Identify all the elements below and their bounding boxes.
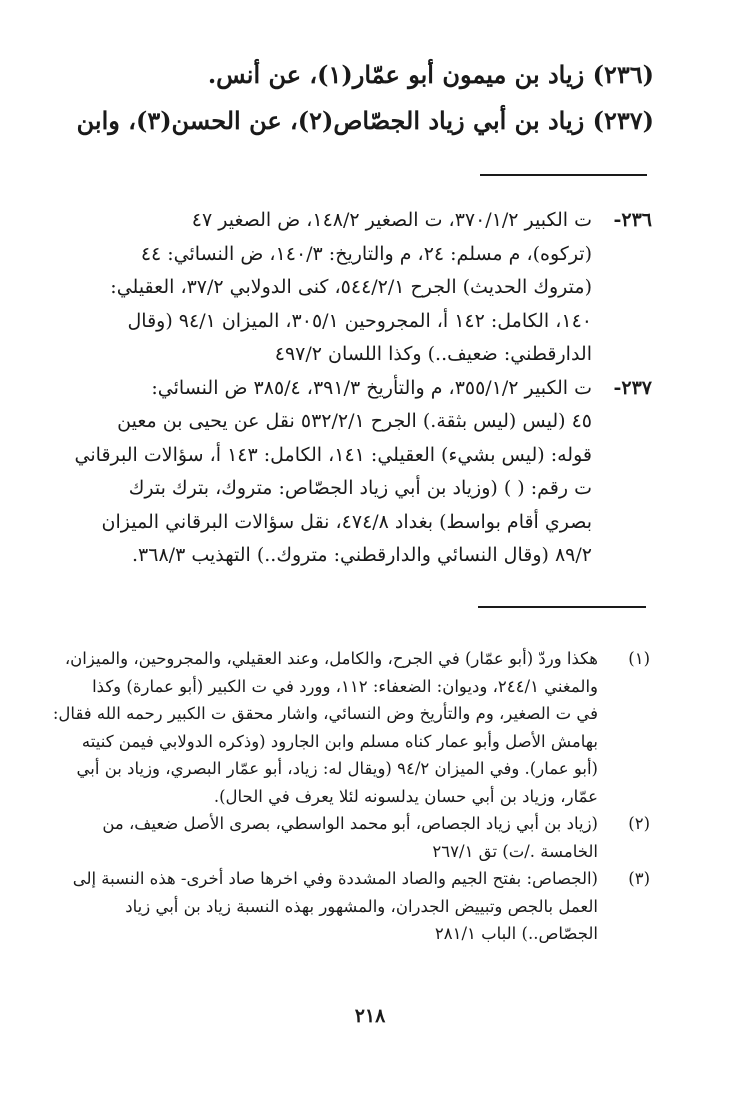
footnotes [52,645,650,948]
reference-236 [92,204,652,372]
reference-line: (تركوه)، م مسلم: ٢٤، م والتاريخ: ١٤٠/٣، ض النسائي: ٤٤ [140,242,592,265]
footnote-line: العمل بالجص وتبييض الجدران، والمشهور بهذه النسبة زياد بن أبي زياد [125,896,598,916]
narrator-entry-236 [90,52,654,98]
footnote-line: هكذا وردّ (أبو عمّار) في الجرح، والكامل، وعند العقيلي، والمجروحين، والميزان، [64,649,598,668]
footnote-3 [72,865,650,948]
footnote-divider [478,606,646,608]
footnote-line: (زياد بن أبي زياد الجصاص، أبو محمد الواسطي، بصرى الأصل ضعيف، من [102,814,598,833]
reference-line: ١٤٠، الكامل: ١٤٢ أ، المجروحين ٣٠٥/١، الميزان ٩٤/١ (وقال [127,309,592,332]
footnote-line: (الجصاص: بفتح الجيم والصاد المشددة وفي اخرها صاد أخرى- هذه النسبة إلى [72,869,598,888]
footnote-number: (١) [628,649,650,668]
footnote-line: في ت الصغير، وم والتأريخ وض النسائي، واشار محقق ت الكبير رحمه الله فقال: [52,704,598,723]
reference-237 [74,372,652,573]
reference-line: ٤٥ (ليس (ليس بثقة.) الجرح ٥٣٢/٢/١ نقل عن يحيى بن معين [117,410,592,432]
reference-line: ت الكبير ٣٥٥/١/٢، م والتأريخ ٣٩١/٣، ٣٨٥/٤ ض النسائي: [151,376,592,399]
entry-number: (٢٣٦) [592,60,654,89]
reference-line: ت الكبير ٣٧٠/١/٢، ت الصغير ١٤٨/٢، ض الصغير ٤٧ [191,209,592,231]
narrator-entries [76,52,654,144]
footnote-line: عمّار، وزياد بن أبي حسان يدلسونه لئلا يعرف في الحال). [213,786,598,806]
footnote-line: والمغني ٢٤٤/١، وديوان: الضعفاء: ١١٢، وورد في ت الكبير (أبو عمارة) وكذا [92,676,598,696]
narrator-entry-237 [76,98,654,144]
footnote-1 [52,645,650,810]
footnote-number: (٢) [628,814,650,833]
reference-number: ٢٣٧- [613,376,652,399]
footnote-text [73,865,598,948]
reference-line: الدارقطني: ضعيف..) وكذا اللسان ٤٩٧/٢ [274,343,592,365]
footnote-2 [88,810,650,865]
entry-text: زياد بن أبي زياد الجصّاص(٢)، عن الحسن(٣)، وابن [76,106,585,135]
reference-line: ٨٩/٢ (وقال النسائي والدارقطني: متروك..) التهذيب ٣٦٨/٣. [132,544,592,566]
reference-line: قوله: (ليس بشيء) العقيلي: ١٤١، الكامل: ١٤٣ أ، سؤالات البرقاني [74,443,592,466]
page-number: ٢١٨ [354,1005,386,1027]
reference-text [92,204,592,372]
reference-line: بصري أقام بواسط) بغداد ٤٧٤/٨، نقل سؤالات البرقاني الميزان [101,510,592,533]
footnote-line: الجصّاص..) الباب ٢٨١/١ [434,924,598,943]
footnote-text [53,645,598,810]
reference-line: ت رقم: ( ) (وزياد بن أبي زياد الجصّاص: متروك، بترك بترك [128,477,592,499]
reference-text [75,372,592,573]
footnote-text [88,810,598,865]
section-divider [480,174,647,176]
reference-section [74,204,652,573]
footnote-line: الخامسة ./ت) تق ٢٦٧/١ [432,841,598,861]
footnote-number: (٣) [628,869,650,888]
reference-line: (متروك الحديث) الجرح ٥٤٤/٢/١، كنى الدولابي ٣٧/٢، العقيلي: [110,276,592,298]
footnote-line: (أبو عمار). وفي الميزان ٩٤/٢ (ويقال له: زياد، أبو عمّار البصري، وزياد بن أبي [76,759,598,778]
reference-number: ٢٣٦- [613,209,652,231]
entry-number: (٢٣٧) [592,106,654,135]
entry-text: زياد بن ميمون أبو عمّار(١)، عن أنس. [207,60,585,89]
footnote-line: بهامش الأصل وأبو عمار كناه مسلم وابن الجارود (وذكره الدولابي فيمن كنيته [81,731,598,751]
